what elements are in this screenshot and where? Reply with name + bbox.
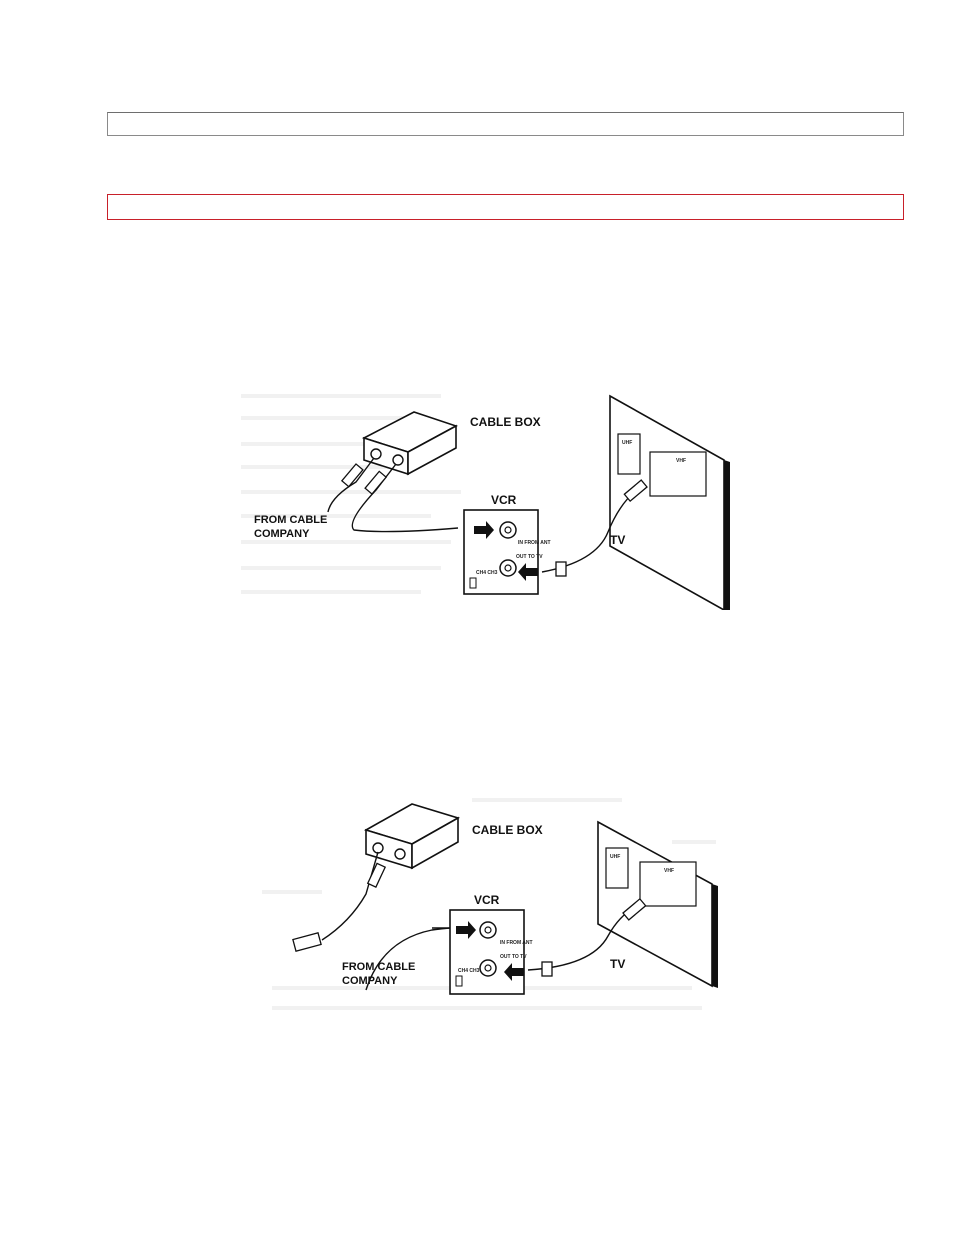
from-cable-label-line1: FROM CABLE (254, 514, 328, 526)
cable-box (366, 804, 458, 868)
tv-label: TV (610, 533, 626, 547)
connection-diagram-2 (262, 790, 722, 1012)
cable-box-label: CABLE BOX (470, 415, 541, 429)
from-cable-label-line2: COMPANY (342, 975, 398, 987)
cable-box-label: CABLE BOX (472, 823, 543, 837)
in-from-ant-label: IN FROM ANT (500, 940, 533, 946)
vcr-label: VCR (491, 493, 517, 507)
uhf-label: UHF (610, 854, 621, 860)
tv-back-panel (610, 396, 730, 610)
out-to-tv-label: OUT TO TV (500, 954, 527, 960)
from-cable-label-line2: COMPANY (254, 528, 310, 540)
channel-switch-label: CH4 CH3 (476, 570, 498, 576)
vhf-label: VHF (664, 868, 674, 874)
vhf-label: VHF (676, 458, 686, 464)
header-bar (107, 112, 904, 136)
connection-diagram-1 (236, 382, 736, 610)
section-title-bar (107, 194, 904, 220)
tv-label: TV (610, 957, 626, 971)
vcr-panel (450, 910, 524, 994)
in-from-ant-label: IN FROM ANT (518, 540, 551, 546)
vcr-panel (464, 510, 538, 594)
from-cable-label-line1: FROM CABLE (342, 961, 416, 973)
out-to-tv-label: OUT TO TV (516, 554, 543, 560)
uhf-label: UHF (622, 440, 633, 446)
channel-switch-label: CH4 CH3 (458, 968, 480, 974)
cable-box (364, 412, 456, 474)
vcr-label: VCR (474, 893, 500, 907)
